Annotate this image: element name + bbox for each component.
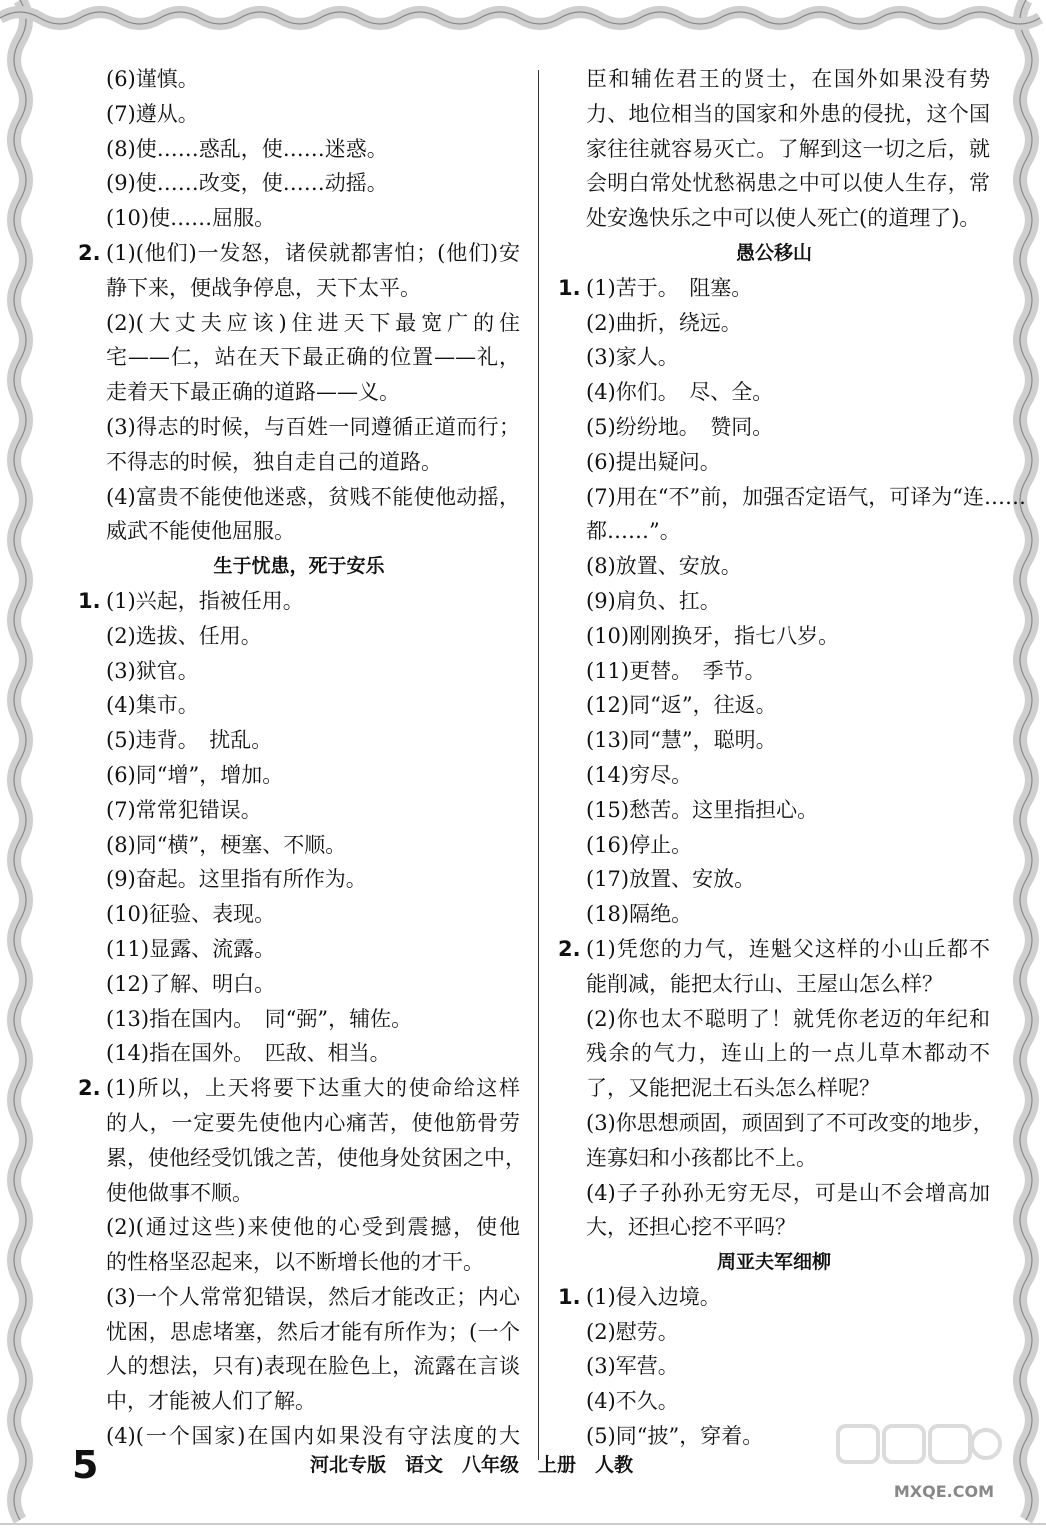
answer-line xyxy=(78,1315,520,1350)
answer-text: (8)使……惑乱，使……迷惑。 xyxy=(106,136,388,161)
answer-text: (10)使……屈服。 xyxy=(106,206,276,231)
answer-text: (3)狱官。 xyxy=(106,658,199,683)
answer-text: (3)家人。 xyxy=(586,345,679,370)
answer-text: 累，使他经受饥饿之苦，使他身处贫困之中， xyxy=(106,1145,526,1170)
answer-line xyxy=(78,410,520,445)
answer-text: (9)肩负、扛。 xyxy=(586,588,721,613)
answer-line xyxy=(558,514,990,549)
answer-text: 连寡妇和小孩都比不上。 xyxy=(586,1145,817,1170)
answer-line xyxy=(78,1280,520,1315)
frame-right-border xyxy=(1006,0,1046,1536)
left-column xyxy=(78,62,526,1454)
answer-text: 静下来，便战争停息，天下太平。 xyxy=(106,275,421,300)
answer-text: (14)指在国外。 匹敌、相当。 xyxy=(106,1041,391,1066)
answer-line xyxy=(78,236,520,271)
answer-text: (7)用在“不”前，加强否定语气，可译为“连…… xyxy=(586,484,1026,509)
answer-text: (6)提出疑问。 xyxy=(586,449,721,474)
answer-line xyxy=(78,271,520,306)
answer-text: 家往往就容易灭亡。了解到这一切之后，就 xyxy=(586,136,990,161)
answer-line xyxy=(558,723,990,758)
answer-text: 使他做事不顺。 xyxy=(106,1180,253,1205)
frame-left-border xyxy=(0,0,40,1536)
question-number: 1. xyxy=(558,1284,581,1309)
answer-line xyxy=(78,828,520,863)
answer-line xyxy=(78,932,520,967)
answer-text: (2)曲折，绕远。 xyxy=(586,310,742,335)
answer-text: (17)放置、安放。 xyxy=(586,867,756,892)
section-heading: 生于忧患，死于安乐 xyxy=(213,555,385,578)
page-number: 5 xyxy=(72,1443,99,1487)
answer-line xyxy=(78,514,520,549)
answer-text: (2)(大丈夫应该)住进天下最宽广的住 xyxy=(106,310,520,335)
answer-line xyxy=(558,1106,994,1141)
book-info: 河北专版 语文 八年级 上册 人教 xyxy=(310,1454,634,1476)
answer-text: (6)谨慎。 xyxy=(106,67,199,91)
answer-line xyxy=(78,862,520,897)
answer-text: (1)兴起，指被任用。 xyxy=(106,588,304,613)
answer-line xyxy=(558,480,1026,515)
answer-text: 忧困，思虑堵塞，然后才能有所作为；(一个 xyxy=(106,1319,520,1344)
answer-line xyxy=(78,306,520,341)
answer-text: (7)遵从。 xyxy=(106,101,199,126)
answer-line xyxy=(558,132,990,167)
answer-text: 能削减，能把太行山、王屋山怎么样？ xyxy=(586,971,943,996)
answer-line xyxy=(78,1349,520,1384)
answer-line xyxy=(558,1176,990,1211)
answer-line xyxy=(78,688,520,723)
section-heading: 周亚夫军细柳 xyxy=(716,1251,831,1274)
answer-text: (6)同“增”，增加。 xyxy=(106,762,284,787)
answer-line xyxy=(78,1141,526,1176)
answer-text: (1)所以，上天将要下达重大的使命给这样 xyxy=(106,1076,520,1101)
answer-text: (14)穷尽。 xyxy=(586,762,693,787)
answer-text: (2)(通过这些)来使他的心受到震撼，使他 xyxy=(106,1215,520,1240)
answer-text: 威武不能使他屈服。 xyxy=(106,519,295,544)
answer-text: (3)一个人常常犯错误，然后才能改正；内心 xyxy=(106,1284,520,1309)
answer-text: (1)(他们)一发怒，诸侯就都害怕；(他们)安 xyxy=(106,240,520,265)
answer-text: (4)富贵不能使他迷惑，贫贱不能使他动摇， xyxy=(106,484,520,509)
watermark-text: MXQE.COM xyxy=(893,1482,994,1501)
answer-line xyxy=(558,862,990,897)
answer-text: 残余的气力，连山上的一点儿草木都动不 xyxy=(586,1041,990,1066)
answer-line xyxy=(558,375,990,410)
answer-line xyxy=(558,1280,990,1315)
answer-line xyxy=(558,271,990,306)
answer-line xyxy=(558,793,990,828)
answer-line xyxy=(558,1210,990,1245)
answer-line xyxy=(558,410,990,445)
answer-line xyxy=(558,1002,990,1037)
answer-text: (12)了解、明白。 xyxy=(106,971,276,996)
answer-line xyxy=(558,340,990,375)
answer-text: (1)苦于。 阻塞。 xyxy=(586,275,753,300)
answer-line xyxy=(78,793,520,828)
answer-line xyxy=(558,828,990,863)
answer-line xyxy=(78,1106,520,1141)
answer-line xyxy=(78,1210,520,1245)
answer-line xyxy=(78,723,520,758)
answer-line xyxy=(558,306,990,341)
answer-text: 的人，一定要先使他内心痛苦，使他筋骨劳 xyxy=(106,1110,520,1135)
answer-line xyxy=(558,445,990,480)
column-divider xyxy=(538,70,539,1460)
answer-text: 大，还担心挖不平吗？ xyxy=(586,1215,796,1240)
answer-line xyxy=(558,654,990,689)
answer-line xyxy=(558,584,990,619)
answer-text: 的性格坚忍起来，以不断增长他的才干。 xyxy=(106,1250,484,1275)
answer-line xyxy=(78,132,520,167)
question-number: 2. xyxy=(558,936,581,961)
answer-line xyxy=(558,897,990,932)
answer-text: (13)同“慧”，聪明。 xyxy=(586,728,777,753)
answer-text: 会明白常处忧愁祸患之中可以使人生存，常 xyxy=(586,171,990,196)
question-number: 1. xyxy=(558,275,581,300)
answer-line xyxy=(78,201,520,236)
frame-bottom-border xyxy=(0,1506,1046,1536)
answer-line xyxy=(558,1315,990,1350)
frame-top-border xyxy=(0,0,1046,40)
answer-text: (5)违背。 扰乱。 xyxy=(106,728,273,753)
answer-line xyxy=(78,445,520,480)
answer-line xyxy=(78,1002,520,1037)
answer-text: (4)子子孙孙无穷无尽，可是山不会增高加 xyxy=(586,1180,990,1205)
answer-text: (12)同“返”，往返。 xyxy=(586,693,777,718)
answer-line xyxy=(78,1176,520,1211)
answer-text: (2)选拔、任用。 xyxy=(106,623,262,648)
answer-text: (4)(一个国家)在国内如果没有守法度的大 xyxy=(106,1424,520,1449)
answer-text: (5)纷纷地。 赞同。 xyxy=(586,414,774,439)
answer-line xyxy=(558,1384,990,1419)
answer-text: (11)显露、流露。 xyxy=(106,936,276,961)
answer-text: (18)隔绝。 xyxy=(586,902,693,927)
answer-line xyxy=(78,584,520,619)
answer-text: 不得志的时候，独自走自己的道路。 xyxy=(106,449,442,474)
answer-line xyxy=(558,967,990,1002)
answer-line xyxy=(78,340,520,375)
section-heading: 愚公移山 xyxy=(735,241,812,264)
answer-text: (4)不久。 xyxy=(586,1389,679,1414)
answer-text: 人的想法，只有)表现在脸色上，流露在言谈 xyxy=(106,1354,520,1379)
answer-text: (3)得志的时候，与百姓一同遵循正道而行； xyxy=(106,414,520,439)
answer-text: 走着天下最正确的道路——义。 xyxy=(106,380,400,405)
answer-text: (4)你们。 尽、全。 xyxy=(586,380,774,405)
answer-text: (7)常常犯错误。 xyxy=(106,797,262,822)
answer-line xyxy=(558,97,990,132)
answer-text: (8)同“横”，梗塞、不顺。 xyxy=(106,832,347,857)
answer-text: (11)更替。 季节。 xyxy=(586,658,766,683)
answer-line xyxy=(558,549,990,584)
answer-text: (1)凭您的力气，连魁父这样的小山丘都不 xyxy=(586,936,990,961)
answer-text: (9)奋起。这里指有所作为。 xyxy=(106,867,367,892)
answer-line xyxy=(78,897,520,932)
answer-line xyxy=(78,166,520,201)
answer-text: (3)你思想顽固，顽固到了不可改变的地步， xyxy=(586,1110,994,1135)
answer-line xyxy=(78,62,520,97)
answer-line xyxy=(558,1349,990,1384)
question-number: 1. xyxy=(78,588,101,613)
answer-line xyxy=(78,375,520,410)
answer-line xyxy=(558,932,990,967)
answer-text: 处安逸快乐之中可以使人死亡(的道理了)。 xyxy=(586,206,981,231)
answer-line xyxy=(78,654,520,689)
answer-line xyxy=(558,619,990,654)
answer-line xyxy=(78,758,520,793)
answer-text: 力、地位相当的国家和外患的侵扰，这个国 xyxy=(586,101,990,126)
answer-line xyxy=(78,1071,520,1106)
answer-text: (1)侵入边境。 xyxy=(586,1284,721,1309)
answer-text: (8)放置、安放。 xyxy=(586,554,742,579)
answer-line xyxy=(558,62,990,97)
answer-text: (10)刚刚换牙，指七八岁。 xyxy=(586,623,840,648)
answer-text: (2)慰劳。 xyxy=(586,1319,679,1344)
answer-line xyxy=(78,1245,520,1280)
answer-text: (9)使……改变，使……动摇。 xyxy=(106,171,388,196)
answer-text: 中，才能被人们了解。 xyxy=(106,1389,316,1414)
answer-line xyxy=(78,1384,520,1419)
answer-line xyxy=(558,1071,990,1106)
answer-text: 都……”。 xyxy=(586,519,681,544)
answer-text: (4)集市。 xyxy=(106,693,199,718)
answer-line xyxy=(558,1036,990,1071)
right-column xyxy=(558,62,1026,1454)
answer-line xyxy=(78,97,520,132)
answer-text: (5)同“披”，穿着。 xyxy=(586,1424,764,1449)
answer-text: (10)征验、表现。 xyxy=(106,902,276,927)
answer-line xyxy=(78,1036,520,1071)
answer-text: (16)停止。 xyxy=(586,832,693,857)
answer-text: (3)军营。 xyxy=(586,1354,679,1379)
answer-line xyxy=(78,619,520,654)
answer-line xyxy=(558,166,990,201)
answer-text: (15)愁苦。这里指担心。 xyxy=(586,797,819,822)
answer-text: 臣和辅佐君王的贤士，在国外如果没有势 xyxy=(586,67,990,91)
answer-text: 了，又能把泥土石头怎么样呢？ xyxy=(586,1076,880,1101)
answer-text: (13)指在国内。 同“弼”，辅佐。 xyxy=(106,1006,413,1031)
answer-text: 宅——仁，站在天下最正确的位置——礼， xyxy=(106,345,520,370)
answer-line xyxy=(78,967,520,1002)
answer-line xyxy=(558,1141,990,1176)
page-footer xyxy=(72,1440,1012,1500)
answer-line xyxy=(558,688,990,723)
answer-line xyxy=(78,480,520,515)
question-number: 2. xyxy=(78,240,101,265)
question-number: 2. xyxy=(78,1076,101,1101)
answer-line xyxy=(558,758,990,793)
answer-line xyxy=(558,201,990,236)
answer-text: (2)你也太不聪明了！就凭你老迈的年纪和 xyxy=(586,1006,990,1031)
